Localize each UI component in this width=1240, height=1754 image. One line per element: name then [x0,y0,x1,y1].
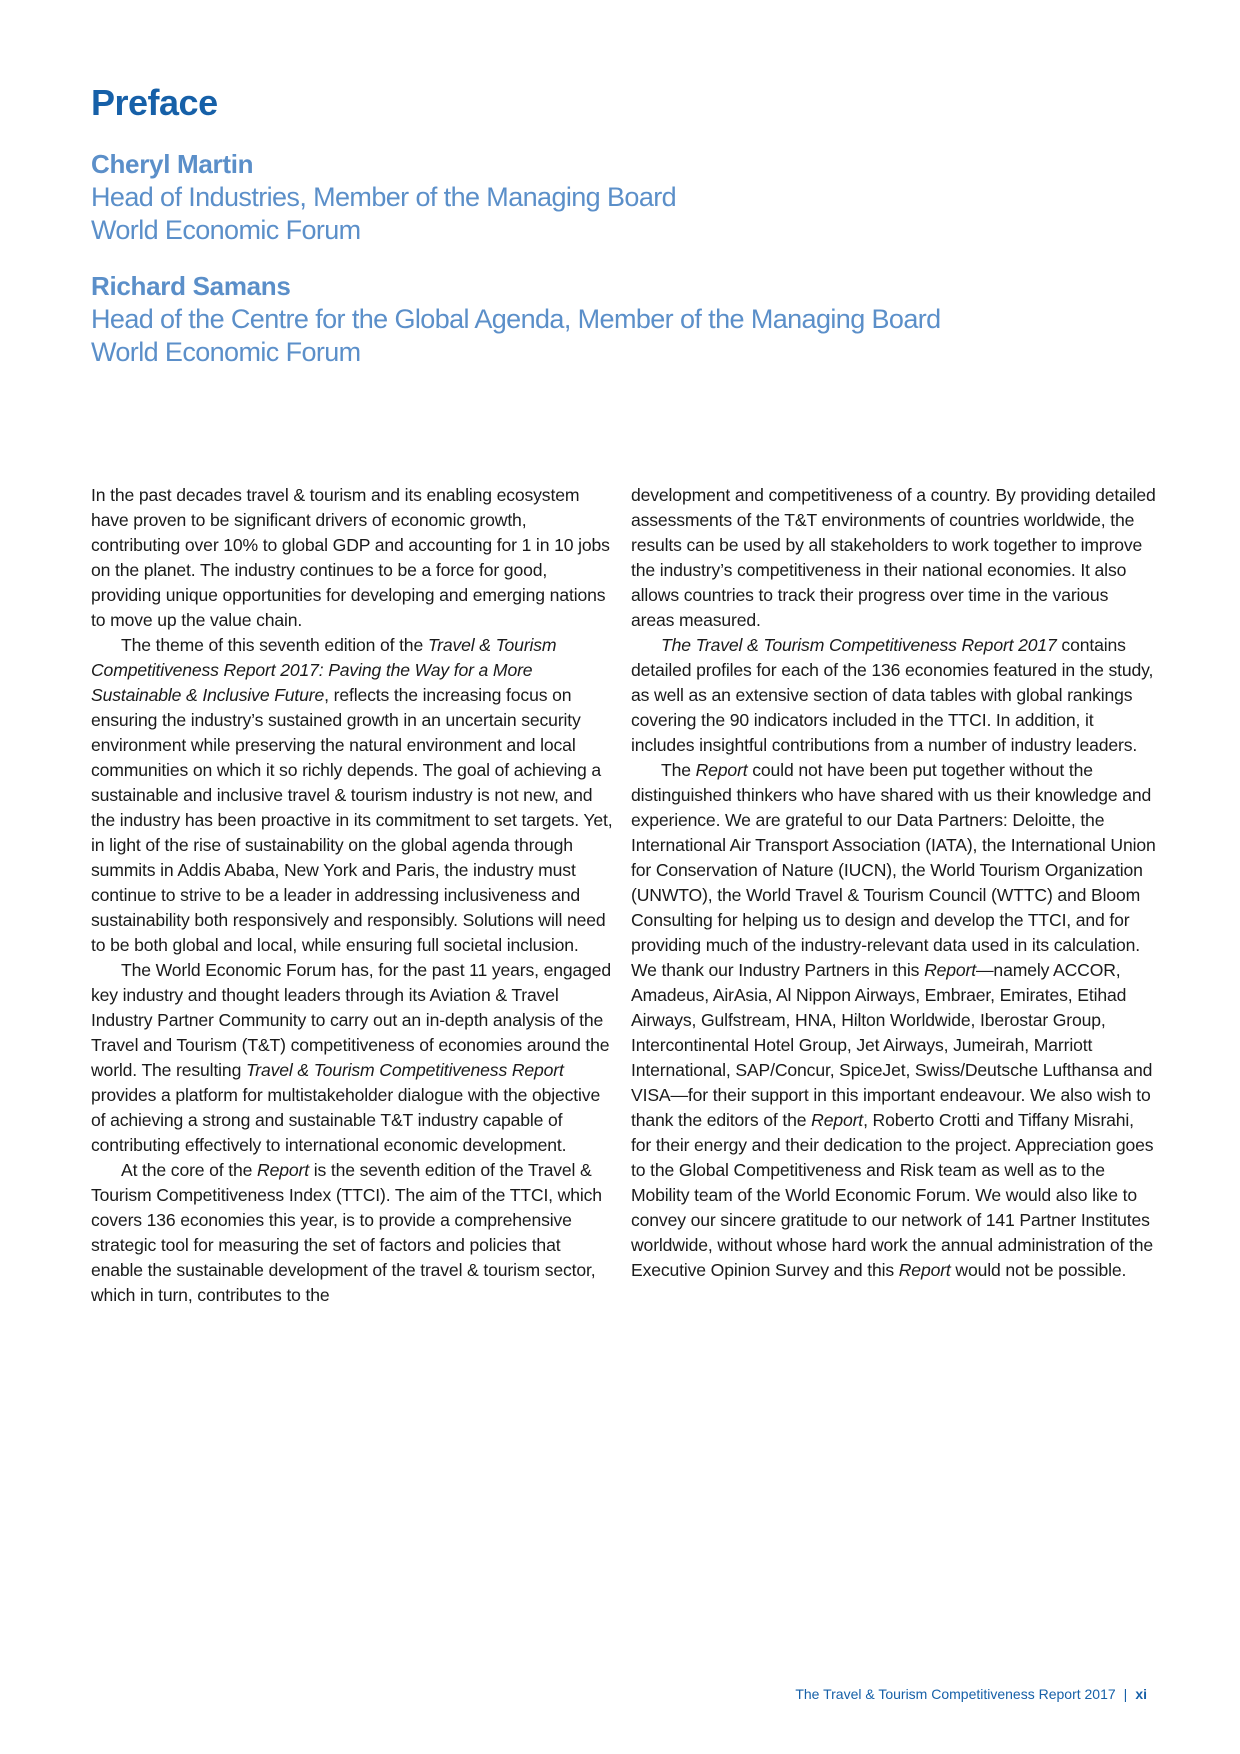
report-italic: Report [811,1110,864,1130]
paragraph-text: would not be possible. [950,1260,1127,1280]
author-block-1 [91,148,676,247]
author-role: Head of Industries, Member of the Managing Board [91,182,677,212]
paragraph [631,758,1156,1283]
paragraph [91,1158,616,1308]
footer-report-title: The Travel & Tourism Competitiveness Report 2017 [795,1686,1116,1702]
page-footer [795,1686,1147,1702]
report-italic: Report [924,960,976,980]
paragraph-text: is the seventh edition of the Travel & Tourism Competitiveness Index (TTCI). The aim of the TTCI, which covers 136 economies this year, is to provide a comprehensive strategic tool for measuring the set of factors and policies that enable the sustainable development of the travel & tourism sector, which in turn, contributes to the [91,1160,602,1305]
page-title: Preface [91,82,218,123]
report-title-italic: Travel & Tourism Competitiveness Report [245,1060,564,1080]
paragraph-text: development and competitiveness of a country. By providing detailed assessments of the T&T environments of countries worldwide, the results can be used by all stakeholders to work together to improve the industry’s competitiveness in their national economies. It also allows countries to track their progress over time in the various areas measured. [631,485,1156,630]
paragraph [91,958,616,1158]
right-text-column [631,483,1156,1283]
report-italic: Report [898,1260,951,1280]
report-italic: Report [695,760,748,780]
paragraph [631,633,1156,758]
author-organization: World Economic Forum [91,337,361,367]
author-organization: World Economic Forum [91,215,361,245]
paragraph-text: The [661,760,696,780]
paragraph-text: , Roberto Crotti and Tiffany Misrahi, for their energy and their dedication to the project. Appreciation goes to the Global Competitiveness and Risk team as well as to the Mobility team of the World Economic Forum. We would also like to convey our sincere gratitude to our network of 141 Partner Institutes worldwide, without whose hard work the annual administration of the Executive Opinion Survey and this [631,1110,1154,1280]
paragraph-text: In the past decades travel & tourism and its enabling ecosystem have proven to be significant drivers of economic growth, contributing over 10% to global GDP and accounting for 1 in 10 jobs on the planet. The industry continues to be a force for good, providing unique opportunities for developing and emerging nations to move up the value chain. [91,485,610,630]
paragraph-text: At the core of the [121,1160,258,1180]
report-title-italic: The Travel & Tourism Competitiveness Report 2017 [661,635,1057,655]
paragraph-text: —namely ACCOR, Amadeus, AirAsia, Al Nippon Airways, Embraer, Emirates, Etihad Airways, Gulfstream, HNA, Hilton Worldwide, Iberostar Group, Intercontinental Hotel Group, Jet Airways, Jumeirah, Marriott International, SAP/Concur, SpiceJet, Swiss/Deutsche Lufthansa and VISA—for their support in this important endeavour. We also wish to thank the editors of the [631,960,1153,1130]
paragraph-text: The theme of this seventh edition of the [121,635,428,655]
paragraph [631,483,1156,633]
report-italic: Report [257,1160,309,1180]
paragraph [91,633,616,958]
page-number: xi [1135,1686,1147,1702]
author-name: Richard Samans [91,271,291,301]
report-title-italic: Travel & Tourism Competitiveness Report 2017: Paving the Way for a More Sustainable & Inclusive Future [91,635,557,705]
paragraph [91,483,616,633]
author-block-2 [91,270,941,369]
paragraph-text: , reflects the increasing focus on ensuring the industry’s sustained growth in an uncertain security environment while preserving the natural environment and local communities on which it so richly depends. The goal of achieving a sustainable and inclusive travel & tourism industry is not new, and the industry has been proactive in its commitment to set targets. Yet, in light of the rise of sustainability on the global agenda through summits in Addis Ababa, New York and Paris, the industry must continue to strive to be a leader in addressing inclusiveness and sustainability both responsively and responsibly. Solutions will need to be both global and local, while ensuring full societal inclusion. [91,685,613,955]
paragraph-text: The World Economic Forum has, for the past 11 years, engaged key industry and thought leaders through its Aviation & Travel Industry Partner Community to carry out an in-depth analysis of the Travel and Tourism (T&T) competitiveness of economies around the world. The resulting [91,960,612,1080]
paragraph-text: provides a platform for multistakeholder dialogue with the objective of achieving a strong and sustainable T&T industry capable of contributing effectively to international economic development. [91,1085,601,1155]
paragraph-text: could not have been put together without the distinguished thinkers who have shared with us their knowledge and experience. We are grateful to our Data Partners: Deloitte, the International Air Transport Association (IATA), the International Union for Conservation of Nature (IUCN), the World Tourism Organization (UNWTO), the World Travel & Tourism Council (WTTC) and Bloom Consulting for helping us to design and develop the TTCI, and for providing much of the industry-relevant data used in its calculation. We thank our Industry Partners in this [631,760,1156,980]
author-role: Head of the Centre for the Global Agenda, Member of the Managing Board [91,304,941,334]
footer-separator: | [1123,1686,1128,1702]
paragraph-text: contains detailed profiles for each of the 136 economies featured in the study, as well as an extensive section of data tables with global rankings covering the 90 indicators included in the TTCI. In addition, it includes insightful contributions from a number of industry leaders. [631,635,1154,755]
left-text-column [91,483,616,1308]
author-name: Cheryl Martin [91,149,254,179]
